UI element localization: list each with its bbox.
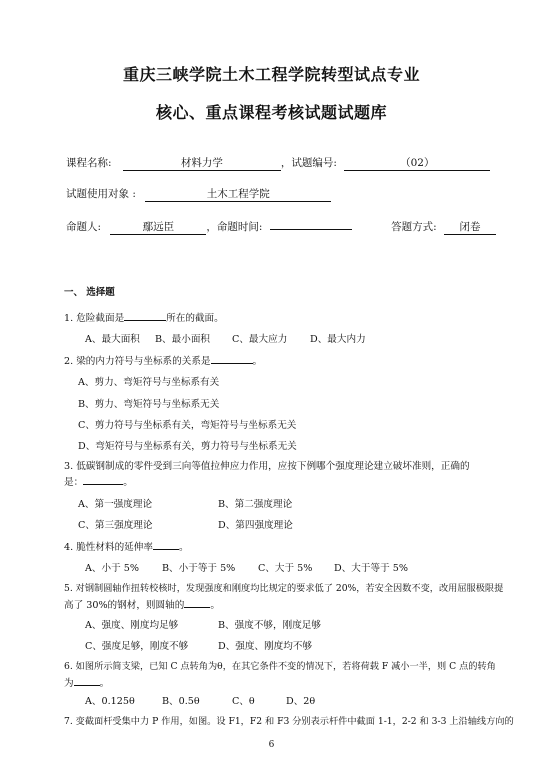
question-6-text-a: 为 — [64, 678, 74, 689]
question-3-blank — [83, 474, 123, 485]
meta-course-row — [66, 155, 490, 171]
page-title-line1: 重庆三峡学院土木工程学院转型试点专业 — [122, 65, 420, 84]
date-value — [270, 216, 352, 230]
question-3-option-a: A、第一强度理论 — [78, 499, 153, 510]
question-6-text-b: 。 — [99, 678, 110, 689]
question-1-text-a: 1. 危险截面是 — [64, 313, 125, 324]
author-label: 命题人: — [66, 221, 102, 233]
target-value: 土木工程学院 — [145, 188, 331, 202]
question-6-blank — [74, 675, 100, 686]
question-5-stem-line2 — [64, 597, 220, 612]
question-1-option-c: C、最大应力 — [232, 334, 288, 345]
code-label: ，试题编号: — [280, 157, 337, 169]
question-5-option-b: B、强度不够，刚度足够 — [218, 620, 321, 631]
question-1-option-d: D、最大内力 — [310, 334, 366, 345]
question-4-blank — [153, 539, 179, 550]
question-3-option-c: C、第三强度理论 — [78, 520, 153, 531]
question-6-stem-line1: 6. 如图所示简支梁，已知 C 点转角为θ，在其它条件不变的情况下，若将荷载 F 减小一半，则 C 点的转角 — [64, 661, 496, 672]
question-3-text-b: 。 — [123, 477, 133, 488]
question-5-stem-line1: 5. 对钢制圆轴作扭转校核时，发现强度和刚度均比规定的要求低了 20%，若安全因数不变，改用屈服极限提 — [64, 583, 504, 594]
question-4-text-b: 。 — [178, 542, 189, 553]
question-5-text-a: 高了 30%的钢材，则圆轴的 — [64, 600, 185, 611]
question-4-option-d: D、大于等于 5% — [334, 563, 408, 574]
question-4-option-a: A、小于 5% — [85, 563, 139, 574]
page-number: 6 — [268, 740, 275, 750]
question-3-option-d: D、第四强度理论 — [218, 520, 293, 531]
page-title-line2: 核心、重点课程考核试题试题库 — [155, 103, 387, 122]
meta-target-row — [66, 186, 331, 202]
question-1-text-b: 所在的截面。 — [166, 313, 224, 324]
question-1-option-a: A、最大面积 — [85, 334, 140, 345]
question-2-option-c: C、剪力符号与坐标系有关，弯矩符号与坐标系无关 — [78, 420, 297, 431]
course-label: 课程名称: — [66, 157, 112, 169]
question-4-text-a: 4. 脆性材料的延伸率 — [64, 542, 153, 553]
question-1-option-b: B、最小面积 — [155, 334, 211, 345]
course-value: 材料力学 — [123, 157, 281, 171]
question-1-stem — [64, 310, 224, 325]
target-label: 试题使用对象 : — [66, 188, 136, 200]
section-title: 一、 选择题 — [64, 287, 115, 298]
question-5-option-a: A、强度、刚度均足够 — [85, 620, 179, 631]
question-4-option-c: C、大于 5% — [258, 563, 313, 574]
question-6-option-d: D、2θ — [286, 696, 316, 707]
code-value: （02） — [344, 157, 490, 171]
question-5-text-b: 。 — [210, 600, 220, 611]
author-value: 鄢远臣 — [110, 221, 206, 235]
question-4-stem — [64, 539, 189, 554]
question-5-option-c: C、强度足够，刚度不够 — [85, 641, 189, 652]
question-5-option-d: D、强度、刚度均不够 — [218, 641, 313, 652]
question-7-stem-line1: 7. 变截面杆受集中力 P 作用，如图。设 F1，F2 和 F3 分别表示杆件中截面 1-1，2-2 和 3-3 上沿轴线方向的 — [64, 716, 514, 727]
question-3-stem-line2 — [64, 474, 133, 489]
question-2-option-b: B、剪力、弯矩符号与坐标系无关 — [78, 399, 220, 410]
question-1-blank — [124, 310, 166, 321]
question-2-text-b: 。 — [252, 356, 263, 367]
question-2-blank — [211, 353, 253, 364]
question-2-stem — [64, 353, 262, 368]
question-4-option-b: B、小于等于 5% — [162, 563, 236, 574]
question-3-text-a: 是： — [64, 477, 84, 488]
question-2-text-a: 2. 梁的内力符号与坐标系的关系是 — [64, 356, 211, 367]
question-2-option-d: D、弯矩符号与坐标系有关，剪力符号与坐标系无关 — [78, 441, 297, 452]
question-5-blank — [184, 597, 210, 608]
mode-label: 答题方式: — [391, 221, 437, 233]
question-2-option-a: A、剪力、弯矩符号与坐标系有关 — [78, 377, 220, 388]
question-6-option-c: C、θ — [232, 696, 255, 707]
question-3-option-b: B、第二强度理论 — [218, 499, 293, 510]
meta-author-row — [66, 216, 496, 235]
question-3-stem-line1: 3. 低碳钢制成的零件受到三向等值拉伸应力作用，应按下例哪个强度理论建立破坏准则，正确的 — [64, 461, 470, 472]
mode-value: 闭卷 — [444, 221, 496, 235]
question-6-stem-line2 — [64, 675, 109, 690]
question-6-option-b: B、0.5θ — [162, 696, 200, 707]
date-label: ，命题时间: — [206, 221, 263, 233]
question-6-option-a: A、0.125θ — [85, 696, 135, 707]
